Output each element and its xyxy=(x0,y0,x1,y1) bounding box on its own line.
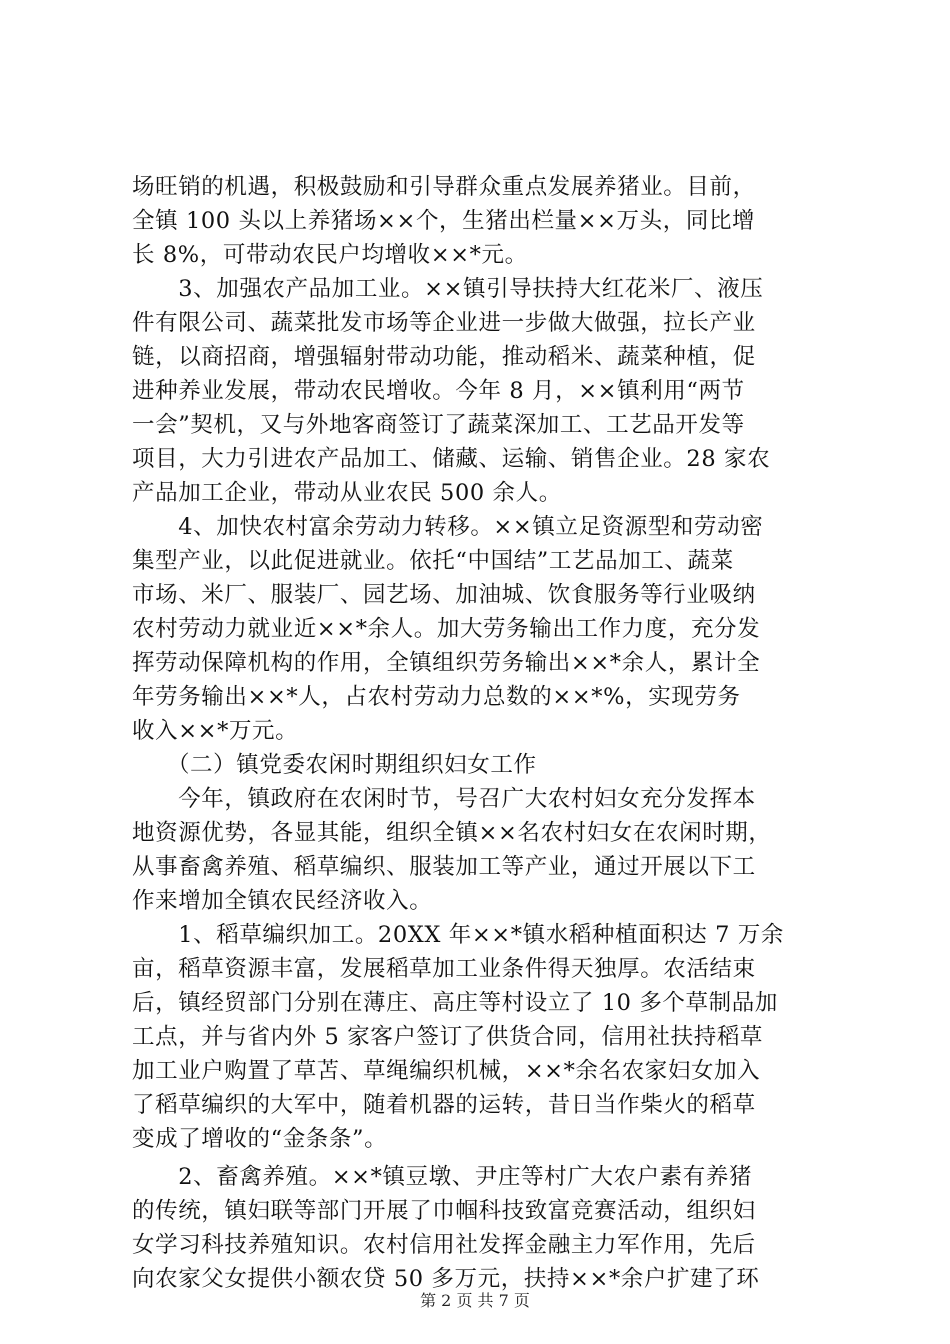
text-line: 向农家父女提供小额农贷 50 多万元，扶持××*余户扩建了环 xyxy=(132,1266,760,1292)
text-line: 集型产业，以此促进就业。依托“中国结”工艺品加工、蔬菜 xyxy=(132,548,734,574)
text-line: 全镇 100 头以上养猪场××个，生猪出栏量××万头，同比增 xyxy=(132,208,756,234)
text-line: 收入××*万元。 xyxy=(132,718,299,744)
text-line: 后，镇经贸部门分别在薄庄、高庄等村设立了 10 多个草制品加 xyxy=(132,990,778,1016)
text-line: 场旺销的机遇，积极鼓励和引导群众重点发展养猪业。目前， xyxy=(132,174,756,200)
text-line: 女学习科技养殖知识。农村信用社发挥金融主力军作用，先后 xyxy=(132,1232,756,1258)
text-line: 件有限公司、蔬菜批发市场等企业进一步做大做强，拉长产业 xyxy=(132,310,756,336)
text-line: 项目，大力引进农产品加工、储藏、运输、销售企业。28 家农 xyxy=(132,446,771,472)
text-line: 2、畜禽养殖。××*镇豆墩、尹庄等村广大农户素有养猪 xyxy=(132,1164,753,1190)
text-line: 市场、米厂、服装厂、园艺场、加油城、饮食服务等行业吸纳 xyxy=(132,582,756,608)
text-line: 亩，稻草资源丰富，发展稻草加工业条件得天独厚。农活结束 xyxy=(132,956,756,982)
text-line: 4、加快农村富余劳动力转移。××镇立足资源型和劳动密 xyxy=(132,514,764,540)
text-line: 作来增加全镇农民经济收入。 xyxy=(132,888,433,914)
text-line: 的传统，镇妇联等部门开展了巾帼科技致富竞赛活动，组织妇 xyxy=(132,1198,756,1224)
text-line: 3、加强农产品加工业。××镇引导扶持大红花米厂、液压 xyxy=(132,276,764,302)
text-line: 农村劳动力就业近××*余人。加大劳务输出工作力度，充分发 xyxy=(132,616,761,642)
text-line: 工点，并与省内外 5 家客户签订了供货合同，信用社扶持稻草 xyxy=(132,1024,764,1050)
text-line: 进种养业发展，带动农民增收。今年 8 月，××镇利用“两节 xyxy=(132,378,745,404)
text-line: 链，以商招商，增强辐射带动功能，推动稻米、蔬菜种植，促 xyxy=(132,344,756,370)
text-line: 今年，镇政府在农闲时节，号召广大农村妇女充分发挥本 xyxy=(132,786,756,812)
text-line: 加工业户购置了草苫、草绳编织机械，××*余名农家妇女加入 xyxy=(132,1058,761,1084)
text-line: 从事畜禽养殖、稻草编织、服装加工等产业，通过开展以下工 xyxy=(132,854,756,880)
text-line: 长 8%，可带动农民户均增收××*元。 xyxy=(132,242,528,268)
text-line: 挥劳动保障机构的作用，全镇组织劳务输出××*余人，累计全 xyxy=(132,650,761,676)
text-line: 地资源优势，各显其能，组织全镇××名农村妇女在农闲时期， xyxy=(132,820,772,846)
page-number-footer: 第 2 页 共 7 页 xyxy=(420,1291,530,1310)
text-line: 变成了增收的“金条条”。 xyxy=(132,1126,388,1152)
text-line: 1、稻草编织加工。20XX 年××*镇水稻种植面积达 7 万余 xyxy=(132,922,785,948)
text-line: 产品加工企业，带动从业农民 500 余人。 xyxy=(132,480,562,506)
document-body xyxy=(132,170,834,1296)
text-line: 一会”契机，又与外地客商签订了蔬菜深加工、工艺品开发等 xyxy=(132,412,745,438)
section-heading: （二）镇党委农闲时期组织妇女工作 xyxy=(132,752,537,778)
text-line: 了稻草编织的大军中，随着机器的运转，昔日当作柴火的稻草 xyxy=(132,1092,756,1118)
text-line: 年劳务输出××*人，占农村劳动力总数的××*%，实现劳务 xyxy=(132,684,741,710)
